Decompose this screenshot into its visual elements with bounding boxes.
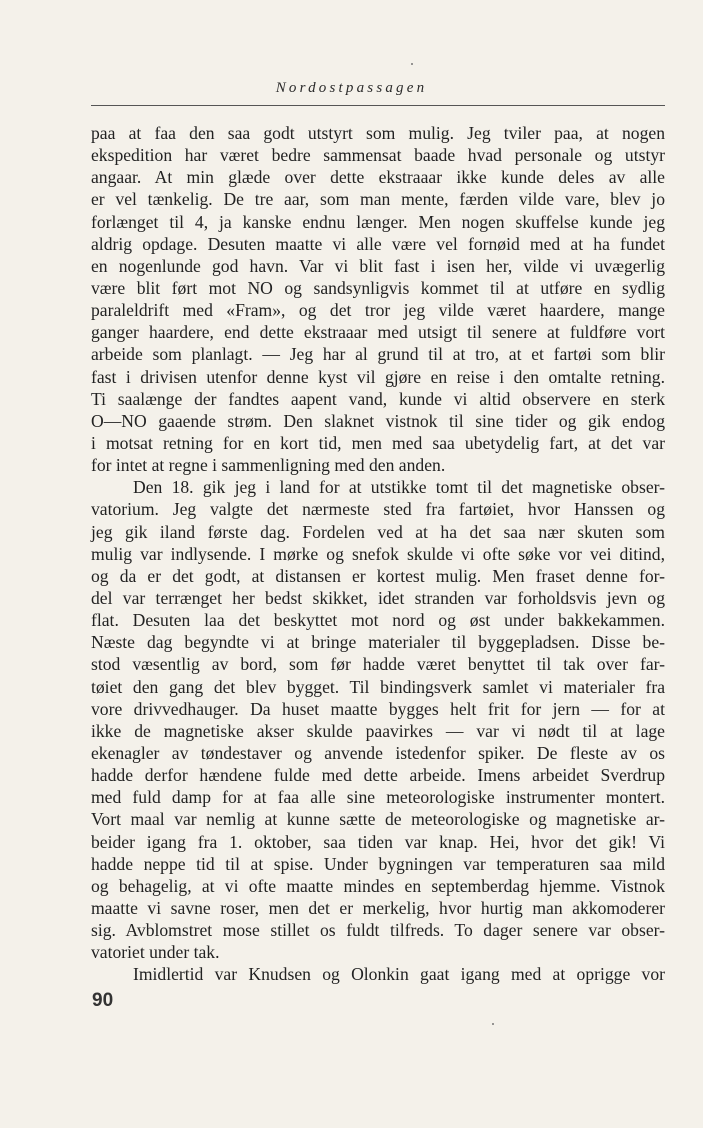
text-line: jeg gik iland første dag. Fordelen ved at ha det saa nær skuten som — [91, 521, 665, 542]
text-line: tøiet den gang det blev bygget. Til bindingsverk samlet vi materialer fra — [91, 676, 665, 697]
text-line: ganger haardere, end dette ekstraaar med utsigt til senere at fuldføre vort — [91, 322, 665, 343]
text-line: ekspedition har været bedre sammensat baade hvad personale og utstyr — [91, 145, 665, 166]
text-line: vatoriet under tak. — [91, 942, 220, 963]
text-line: Næste dag begyndte vi at bringe materialer til byggepladsen. Disse be- — [91, 632, 665, 653]
text-line: del var terrænget her bedst skikket, idet stranden var forholdsvis jevn og — [91, 587, 665, 608]
text-line: beider igang fra 1. oktober, saa tiden var knap. Hei, hvor det gik! Vi — [91, 831, 665, 852]
text-line: forlænget til 4, ja kanske endnu længer. Men nogen skuffelse kunde jeg — [91, 211, 665, 232]
text-line: stod væsentlig av bord, som før hadde været benyttet til tak over far- — [91, 654, 665, 675]
text-line: i motsat retning for en kort tid, men med saa ubetydelig fart, at det var — [91, 432, 665, 453]
text-line: fast i drivisen utenfor denne kyst vil gjøre en reise i den omtalte retning. — [91, 366, 665, 387]
text-line: med fuld damp for at faa alle sine meteorologiske instrumenter montert. — [91, 787, 665, 808]
text-line: paa at faa den saa godt utstyrt som mulig. Jeg tviler paa, at nogen — [91, 123, 665, 143]
text-line: og behagelig, at vi ofte maatte mindes en septemberdag hjemme. Vistnok — [91, 875, 665, 896]
text-line: er vel tænkelig. De tre aar, som man mente, færden vilde vare, blev jo — [91, 189, 665, 210]
body-text — [91, 122, 665, 985]
paper-speck — [411, 63, 413, 65]
text-line: paraleldrift med «Fram», og det tror jeg vilde været haardere, mange — [91, 300, 665, 321]
text-line: Imidlertid var Knudsen og Olonkin gaat igang med at oprigge vor — [133, 964, 665, 985]
text-line: aldrig opdage. Desuten maatte vi alle være vel fornøid med at ha fundet — [91, 233, 665, 254]
text-line: arbeide som planlagt. — Jeg har al grund til at tro, at et fartøi som blir — [91, 344, 665, 365]
text-line: vatorium. Jeg valgte det nærmeste sted fra fartøiet, hvor Hanssen og — [91, 499, 665, 520]
text-line: ekenagler av tøndestaver og anvende istedenfor spiker. De fleste av os — [91, 742, 665, 763]
text-line: Den 18. gik jeg i land for at utstikke tomt til det magnetiske obser- — [133, 477, 665, 498]
text-line: hadde neppe tid til at spise. Under bygningen var temperaturen saa mild — [91, 853, 665, 874]
text-line: flat. Desuten laa det beskyttet mot nord og øst under bakkekammen. — [91, 610, 665, 631]
text-line: vore drivvedhauger. Da huset maatte bygges helt frit for jern — for at — [91, 698, 665, 719]
text-line: ikke de magnetiske akser skulde paavirkes — var vi nødt til at lage — [91, 720, 665, 741]
text-line: maatte vi savne roser, men det er merkelig, hvor hurtig man akkomoderer — [91, 897, 665, 918]
text-line: være blit ført mot NO og sandsynligvis kommet til at utføre en sydlig — [91, 277, 665, 298]
text-line: sig. Avblomstret mose stillet os fuldt tilfreds. To dager senere var obser- — [91, 920, 665, 941]
text-line: Ti saalænge der fandtes aapent vand, kunde vi altid observere en sterk — [91, 388, 665, 409]
text-line: og da er det godt, at distansen er kortest mulig. Men fraset denne for- — [91, 565, 665, 586]
text-line: hadde derfor hændene fulde med dette arbeide. Imens arbeidet Sverdrup — [91, 765, 665, 786]
text-line: mulig var indlysende. I mørke og snefok skulde vi ofte søke vor vei ditind, — [91, 543, 665, 564]
page-number: 90 — [92, 990, 114, 1011]
text-line: O—NO gaaende strøm. Den slaknet vistnok til sine tider og gik endog — [91, 410, 665, 431]
text-line: Vort maal var nemlig at kunne sætte de meteorologiske og magnetiske ar- — [91, 809, 665, 830]
text-line: angaar. At min glæde over dette ekstraaar ikke kunde deles av alle — [91, 167, 665, 188]
running-head: Nordostpassagen — [275, 80, 428, 96]
text-line: en nogenlunde god havn. Var vi blit fast i isen her, vilde vi uvægerlig — [91, 255, 665, 276]
header-rule — [91, 105, 665, 106]
paper-speck — [492, 1023, 494, 1025]
text-line: for intet at regne i sammenligning med den anden. — [91, 455, 446, 476]
